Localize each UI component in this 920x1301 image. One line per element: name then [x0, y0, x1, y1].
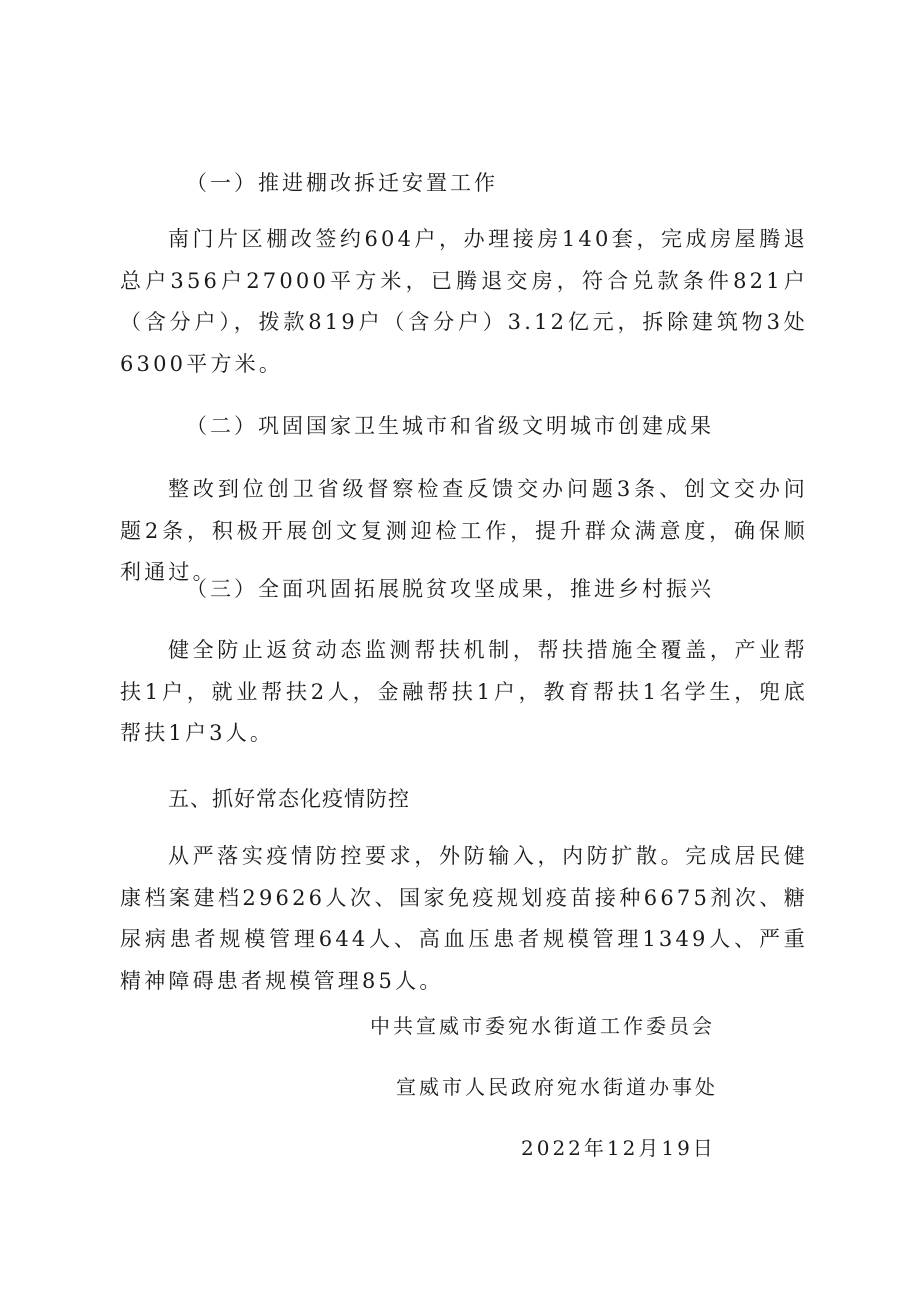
- chapter-body: 从严落实疫情防控要求，外防输入，内防扩散。完成居民健康档案建档29626人次、国家免疫规划疫苗接种6675剂次、糖尿病患者规模管理644人、高血压患者规模管理1349人、严重精神障碍患者规模管理85人。: [120, 844, 808, 993]
- signature-org-1: 中共宣威市委宛水街道工作委员会: [370, 1014, 715, 1038]
- signature-org-2: 宣威市人民政府宛水街道办事处: [396, 1075, 718, 1099]
- section-body-3: 健全防止返贫动态监测帮扶机制，帮扶措施全覆盖，产业帮扶1户，就业帮扶2人，金融帮扶1户，教育帮扶1名学生，兜底帮扶1户3人。: [120, 638, 808, 745]
- chapter-heading: 五、抓好常态化疫情防控: [168, 787, 410, 811]
- section-heading-2: （二）巩固国家卫生城市和省级文明城市创建成果: [186, 414, 714, 438]
- section-body-1: 南门片区棚改签约604户，办理接房140套，完成房屋腾退总户356户27000平方米，已腾退交房，符合兑款条件821户（含分户），拨款819户（含分户）3.12亿元，拆除建筑物3处6300平方米。: [120, 227, 808, 376]
- section-heading-1: （一）推进棚改拆迁安置工作: [186, 171, 498, 195]
- signature-date: 2022年12月19日: [521, 1136, 716, 1160]
- section-heading-3: （三）全面巩固拓展脱贫攻坚成果，推进乡村振兴: [186, 577, 714, 601]
- section-body-2: 整改到位创卫省级督察检查反馈交办问题3条、创文交办问题2条，积极开展创文复测迎检工作，提升群众满意度，确保顺利通过。: [120, 477, 808, 584]
